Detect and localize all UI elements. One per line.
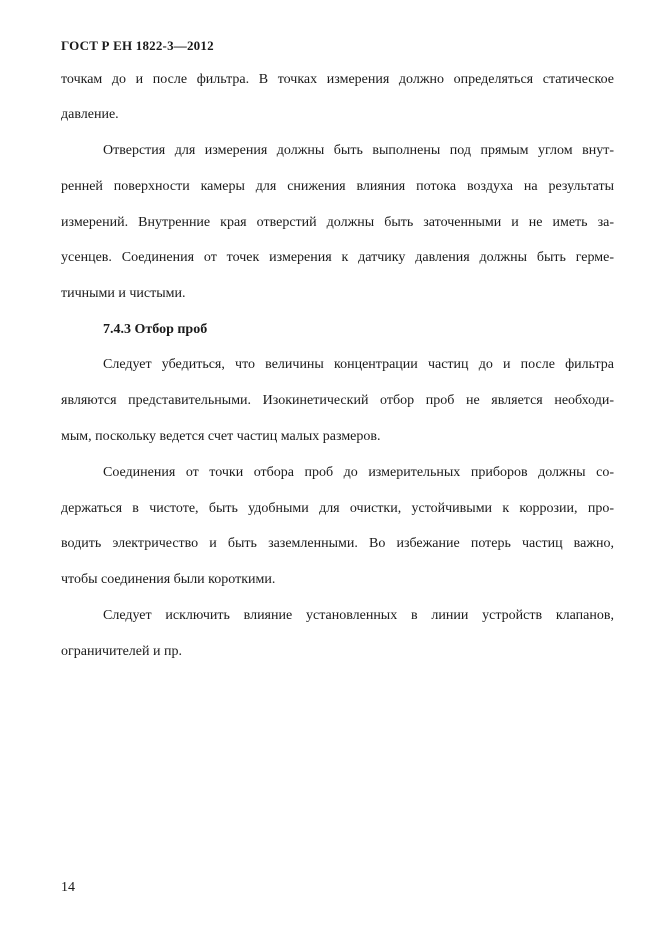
text-line: измерений. Внутренние края отверстий должны быть заточенными и не иметь за- — [61, 215, 614, 230]
text-line: Следует убедиться, что величины концентрации частиц до и после фильтра — [103, 357, 614, 372]
section-heading: 7.4.3 Отбор проб — [103, 322, 208, 337]
text-line: точкам до и после фильтра. В точках измерения должно определяться статическое — [61, 72, 614, 87]
text-line: давление. — [61, 107, 119, 122]
text-line: мым, поскольку ведется счет частиц малых размеров. — [61, 429, 381, 444]
page-number: 14 — [61, 880, 75, 895]
text-line: держаться в чистоте, быть удобными для очистки, устойчивыми к коррозии, про- — [61, 501, 614, 516]
text-line: водить электричество и быть заземленными. Во избежание потерь частиц важно, — [61, 536, 614, 551]
text-line: ренней поверхности камеры для снижения влияния потока воздуха на результаты — [61, 179, 614, 194]
text-line: Следует исключить влияние установленных в линии устройств клапанов, — [103, 608, 614, 623]
text-line: чтобы соединения были короткими. — [61, 572, 276, 587]
text-line: усенцев. Соединения от точек измерения к датчику давления должны быть герме- — [61, 250, 614, 265]
text-line: Соединения от точки отбора проб до измерительных приборов должны со- — [103, 465, 614, 480]
text-line: ограничителей и пр. — [61, 644, 182, 659]
text-line: являются представительными. Изокинетический отбор проб не является необходи- — [61, 393, 614, 408]
text-line: тичными и чистыми. — [61, 286, 186, 301]
text-line: Отверстия для измерения должны быть выполнены под прямым углом внут- — [103, 143, 614, 158]
standard-header: ГОСТ Р ЕН 1822-3—2012 — [61, 38, 214, 53]
